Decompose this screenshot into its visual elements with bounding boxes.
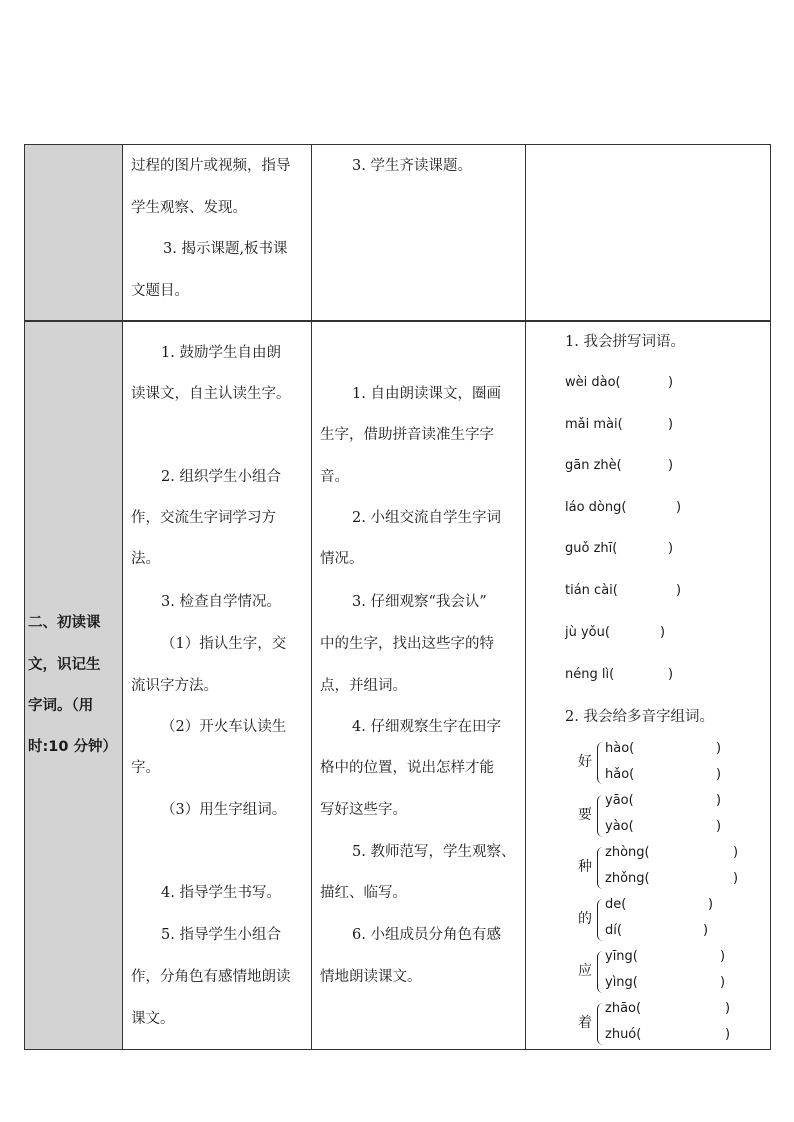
exercise-1-title: 1. 我会拼写词语。 — [565, 334, 685, 350]
teacher-step-4: 4. 指导学生书写。 — [161, 885, 281, 901]
teacher-step-5-cont: 作，分角色有感情地朗读 — [131, 969, 291, 985]
answer-paren-close: ) — [668, 417, 674, 432]
polyphone-reading: yīng( — [605, 949, 638, 964]
answer-paren-close: ) — [716, 793, 722, 808]
answer-paren-close: ) — [676, 583, 682, 598]
answer-paren-close: ) — [668, 667, 674, 682]
student-step-4-cont: 格中的位置，说出怎样才能 — [320, 760, 494, 776]
teacher-step-3: 3. 检查自学情况。 — [161, 594, 281, 610]
teacher-step-3-2-cont: 字。 — [131, 760, 160, 776]
answer-paren-close: ) — [720, 975, 726, 990]
answer-paren-close: ) — [720, 949, 726, 964]
teacher-step-5-cont: 课文。 — [131, 1011, 175, 1027]
row1-student-line: 3. 学生齐读课题。 — [352, 158, 472, 174]
student-step-1: 1. 自由朗读课文，圈画 — [352, 386, 501, 402]
polyphone-char: 种 — [578, 859, 592, 875]
column-divider — [122, 144, 123, 1050]
brace-icon — [597, 742, 605, 784]
teacher-step-3-1-cont: 流识字方法。 — [131, 678, 218, 694]
brace-icon — [597, 847, 605, 889]
polyphone-reading: de( — [605, 897, 627, 912]
pinyin-item: gān zhè( — [565, 458, 622, 473]
teacher-step-1-cont: 读课文，自主认读生字。 — [131, 386, 291, 402]
answer-paren-close: ) — [668, 375, 674, 390]
answer-paren-close: ) — [733, 845, 739, 860]
answer-paren-close: ) — [668, 458, 674, 473]
student-step-4: 4. 仔细观察生字在田字 — [352, 719, 501, 735]
polyphone-char: 好 — [578, 754, 592, 770]
answer-paren-close: ) — [708, 897, 714, 912]
pinyin-item: néng lì( — [565, 667, 615, 682]
polyphone-reading: yāo( — [605, 793, 634, 808]
stage-label-line: 时:10 分钟） — [28, 739, 118, 755]
row1-teacher-line: 学生观察、发现。 — [131, 200, 247, 216]
answer-paren-close: ) — [716, 741, 722, 756]
polyphone-reading: dí( — [605, 923, 622, 938]
polyphone-char: 应 — [578, 963, 592, 979]
answer-paren-close: ) — [703, 923, 709, 938]
polyphone-char: 的 — [578, 911, 592, 927]
student-step-1-cont: 生字，借助拼音读准生字字 — [320, 427, 494, 443]
student-step-5: 5. 教师范写，学生观察、 — [352, 844, 516, 860]
student-step-2: 2. 小组交流自学生字词 — [352, 510, 501, 526]
teacher-step-3-2: （2）开火车认读生 — [161, 719, 287, 735]
column-divider — [311, 144, 312, 1050]
pinyin-item: guǒ zhī( — [565, 541, 618, 556]
teacher-step-2-cont: 作，交流生字词学习方 — [131, 510, 276, 526]
student-step-4-cont: 写好这些字。 — [320, 802, 407, 818]
student-step-5-cont: 描红、临写。 — [320, 885, 407, 901]
answer-paren-close: ) — [676, 500, 682, 515]
teacher-step-3-1: （1）指认生字，交 — [161, 636, 287, 652]
stage-label-line: 二、初读课 — [28, 615, 101, 631]
teacher-step-3-3: （3）用生字组词。 — [161, 802, 287, 818]
polyphone-char: 要 — [578, 807, 592, 823]
polyphone-reading: hǎo( — [605, 767, 635, 782]
student-step-3-cont: 中的生字，找出这些字的特 — [320, 636, 494, 652]
column-divider — [525, 144, 526, 1050]
answer-paren-close: ) — [716, 767, 722, 782]
polyphone-reading: zhòng( — [605, 845, 650, 860]
teacher-step-2-cont: 法。 — [131, 551, 160, 567]
row1-teacher-line: 3. 揭示课题,板书课 — [163, 241, 288, 257]
brace-icon — [597, 795, 605, 837]
polyphone-reading: yào( — [605, 819, 634, 834]
student-step-2-cont: 情况。 — [320, 551, 364, 567]
stage-label-line: 文，识记生 — [28, 657, 101, 673]
answer-paren-close: ) — [716, 819, 722, 834]
exercise-2-title: 2. 我会给多音字组词。 — [565, 709, 714, 725]
pinyin-item: tián cài( — [565, 583, 618, 598]
row1-teacher-line: 文题目。 — [131, 283, 189, 299]
stage-label-line: 字词。（用 — [28, 698, 94, 714]
teacher-step-5: 5. 指导学生小组合 — [161, 927, 281, 943]
student-step-6: 6. 小组成员分角色有感 — [352, 927, 501, 943]
answer-paren-close: ) — [733, 871, 739, 886]
student-step-6-cont: 情地朗读课文。 — [320, 969, 422, 985]
polyphone-reading: zhǒng( — [605, 871, 650, 886]
teacher-step-1: 1. 鼓励学生自由朗 — [161, 345, 281, 361]
brace-icon — [597, 899, 605, 941]
student-step-1-cont: 音。 — [320, 469, 349, 485]
answer-paren-close: ) — [725, 1027, 731, 1042]
pinyin-item: wèi dào( — [565, 375, 621, 390]
pinyin-item: mǎi mài( — [565, 417, 623, 432]
polyphone-reading: hào( — [605, 741, 635, 756]
polyphone-reading: yìng( — [605, 975, 638, 990]
student-step-3-cont: 点，并组词。 — [320, 678, 407, 694]
polyphone-reading: zhāo( — [605, 1001, 642, 1016]
row-divider — [24, 321, 771, 322]
pinyin-item: láo dòng( — [565, 500, 627, 515]
answer-paren-close: ) — [660, 625, 666, 640]
student-step-3: 3. 仔细观察“我会认” — [352, 594, 487, 610]
answer-paren-close: ) — [668, 541, 674, 556]
brace-icon — [597, 951, 605, 993]
brace-icon — [597, 1003, 605, 1045]
teacher-step-2: 2. 组织学生小组合 — [161, 469, 281, 485]
polyphone-reading: zhuó( — [605, 1027, 642, 1042]
pinyin-item: jù yǒu( — [565, 625, 610, 640]
polyphone-char: 着 — [578, 1015, 592, 1031]
answer-paren-close: ) — [725, 1001, 731, 1016]
row1-teacher-line: 过程的图片或视频，指导 — [131, 158, 291, 174]
